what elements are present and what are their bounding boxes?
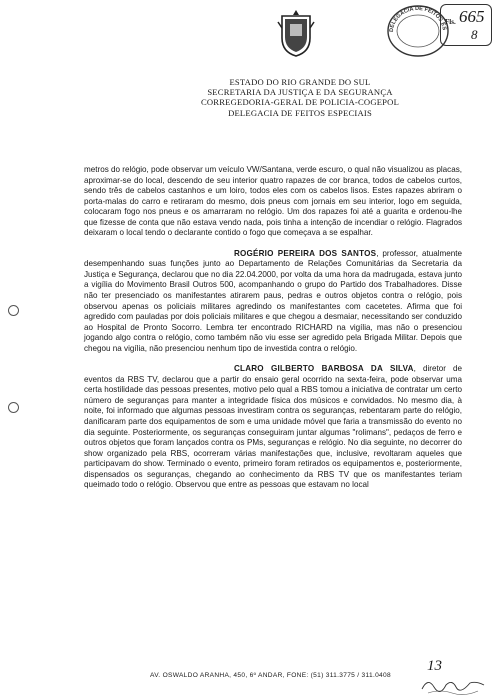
letterhead xyxy=(150,77,450,118)
witness-statement: , professor, atualmente desempenhando suas funções junto ao Departamento de Relações Comunitárias da Secretaria da Justiça e Segurança, declarou que no dia 22.04.2000, por volta da uma hora da madrugada, estava junto a vigília do Movimento Brasil Outros 500, acompanhando o grupo do Partido dos Trabalhadores. Disse não ter presenciado os manifestantes atirarem paus, pedras e outros objetos contra o relógio, pois observou apenas os policiais militares agredindo os manifestantes com cacetetes. Afirma que foi agredido com pauladas por dois policiais militares e que chegou a desmaiar, necessitando ser conduzido ao Hospital de Pronto Socorro. Lembra ter encontrado RICHARD na vigília, mas não o presenciou jogando algo contra o relógio, como também não viu esse ser agredido pela Brigada Militar. Depois que chegou na vigília, não presenciou nenhum tipo de investida contra o relógio. xyxy=(84,248,462,353)
footer-address: AV. OSWALDO ARANHA, 450, 6º ANDAR, FONE: (51) 311.3775 / 311.0408 xyxy=(150,672,391,679)
witness-name: ROGÉRIO PEREIRA DOS SANTOS xyxy=(234,248,377,258)
header-state: ESTADO DO RIO GRANDE DO SUL xyxy=(229,77,371,87)
document-body xyxy=(84,165,462,491)
header-secretariat: SECRETARIA DA JUSTIÇA E DA SEGURANÇA xyxy=(207,87,393,98)
paragraph-1: metros do relógio, pode observar um veículo VW/Santana, verde escuro, o qual não visualizou as placas, aproximar-se do local, descendo de seu interior quatro rapazes de cor branca, todos de cabelos curtos, sendo três de cabelos castanhos e um loiro, todos eles com os cabelos lisos. Estes rapazes abriram o porta-malas do carro e retiraram do mesmo, dois pneus com jornais em seu interior, logo em seguida, colocaram fogo nos pneus e os amarraram no relógio. Um dos rapazes foi até a guarita e ordenou-lhe que fizesse de conta que não estava vendo nada, pois tinha a intenção de incendiar o relógio. Flagrados deixaram o local tendo o declarante contido o fogo que começava a se espalhar. xyxy=(84,165,462,238)
punch-hole xyxy=(8,305,19,316)
folio-label: Fls. xyxy=(445,18,456,26)
header-corregedoria: CORREGEDORIA-GERAL DE POLICIA-COGEPOL xyxy=(200,97,400,108)
svg-text:DELEGACIA DE FEITOS ESPECIAIS xyxy=(385,2,447,32)
seal-text: DELEGACIA DE FEITOS ES xyxy=(388,5,447,33)
state-crest-icon xyxy=(276,8,316,58)
header-delegacia: DELEGACIA DE FEITOS ESPECIAIS xyxy=(228,107,372,118)
paragraph-2 xyxy=(84,249,462,354)
witness-name: CLARO GILBERTO BARBOSA DA SILVA xyxy=(234,364,414,374)
folio-number: 665 xyxy=(459,7,485,26)
handwritten-signature-icon xyxy=(418,673,488,697)
punch-hole xyxy=(8,402,19,413)
paragraph-3 xyxy=(84,364,462,491)
witness-statement: , diretor de eventos da RBS TV, declarou que a partir do ensaio geral ocorrido na sexta-feira, pode observar uma certa hostilidade das pessoas presentes, motivo pelo qual a RBS tomou a iniciativa de contratar um certo número de seguranças para manter a integridade física dos músicos e convidados. No mesmo dia, à noite, foi informado que algumas pessoas investiram contra os seguranças, rebentaram parte do relógio, danificaram parte dos equipamentos de som e uma unidade móvel que faria a transmissão do evento no dia seguinte. Posteriormente, os seguranças conseguiram juntar algumas "rolimans", pedaços de ferro e outros objetos que foram lançados contra os PMs, seguranças e relógio. No dia seguinte, no decorrer do show organizado pela RBS, ocorreram várias manifestações que, inclusive, revoltaram aqueles que participavam do show. Terminado o evento, primeiro foram retirados os equipamentos e, posteriormente, dispensados os seguranças, chegando ao conhecimento da RBS TV que os manifestantes teriam queimado todo o relógio. Observou que entre as pessoas que estavam no local xyxy=(84,364,462,490)
page-number: 13 xyxy=(427,658,442,674)
folio-sub-number: 8 xyxy=(471,27,478,42)
folio-stamp xyxy=(440,4,492,46)
